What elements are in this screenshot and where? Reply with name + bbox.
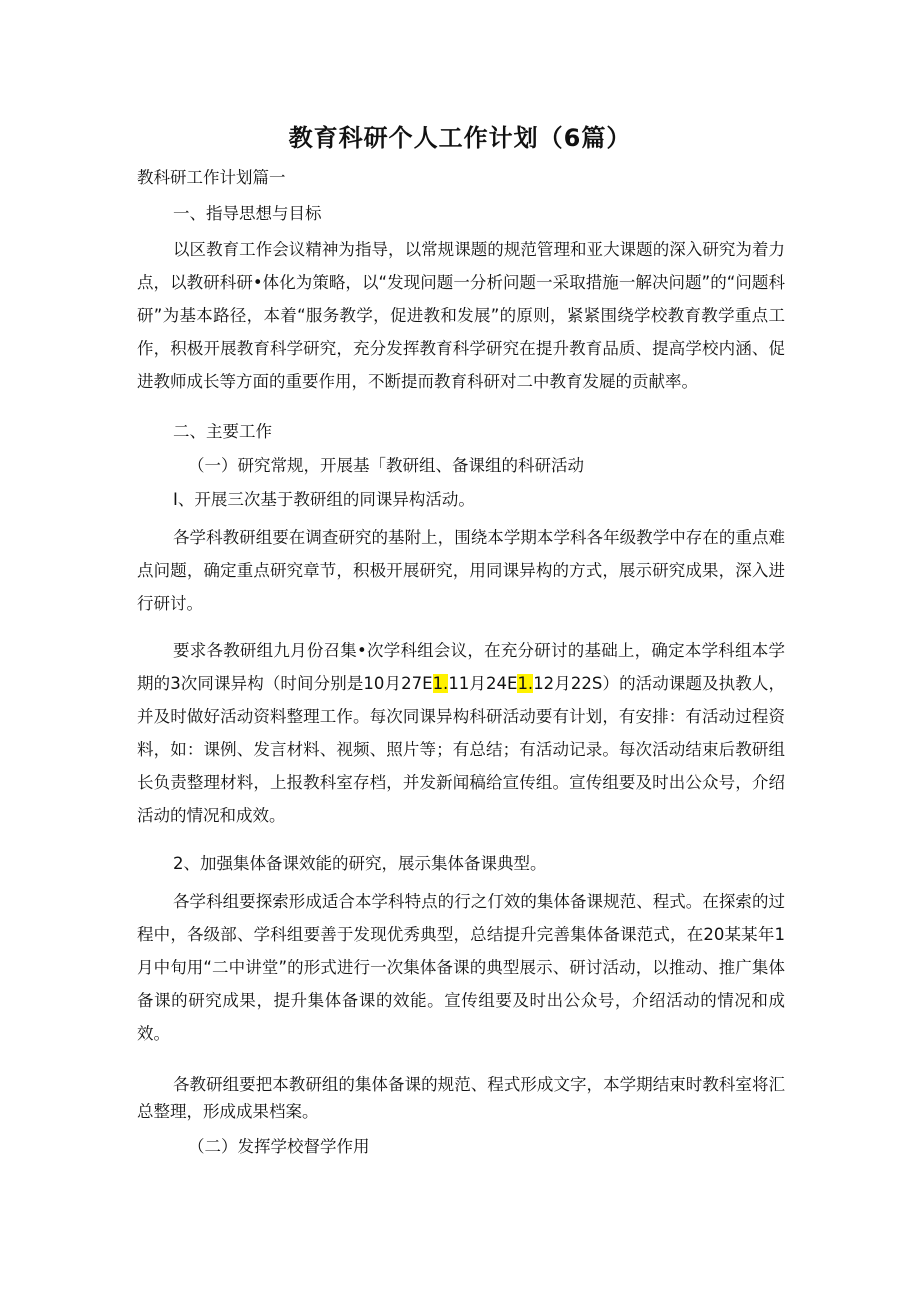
document-title: 教育科研个人工作计划（6篇） — [288, 124, 632, 152]
subsection-heading-1: （一）研究常规，开展基「教研组、备课组的科研活动 — [188, 456, 584, 475]
highlighted-text: 1. — [517, 674, 534, 693]
paragraph-text: 各学科组要探索形成适合本学科特点的行之仃效的集体备课规范、程式。在探索的过程中，各级部、学科组要善于发现优秀典型，总结提升完善集体备课范式，在20某某年1月中旬用“二中讲堂”的形式进行一次集体备课的典型展示、研讨活动，以推动、推广集体备课的研究成果，提升集体备课的效能。宣传组要及时出公众号，介绍活动的情况和成效。 — [137, 892, 785, 1043]
section-heading-2: 二、主要工作 — [173, 422, 272, 441]
paragraph-text-part: 11月24E — [448, 674, 518, 693]
paragraph-collective-lesson — [137, 885, 785, 1050]
list-item-2: 2、加强集体备课效能的研究，展示集体备课典型。 — [173, 854, 547, 873]
section-heading-1: 一、指导思想与目标 — [173, 204, 322, 223]
paragraph-text-part: 12月22S）的活动课题及执教人，并及时做好活动资料整理工作。每次同课异构科研活动要有计划，有安排：有活动过程资料，如：课例、发言材料、视频、照片等；有总结；有活动记录。每次活动结束后教研组长负责整理材料，上报教科室存档，并发新闻稿给宣传组。宣传组要及时出公众号，介绍活动的情况和成效。 — [137, 674, 785, 825]
paragraph-text: 各学科教研组要在调查研究的基附上，围绕本学期本学科各年级教学中存在的重点难点问题，确定重点研究章节，积极开展研究，用同课异构的方式，展示研究成果，深入进行研讨。 — [137, 528, 785, 613]
paragraph-lesson-schedule — [137, 634, 785, 832]
highlighted-text: 1. — [432, 674, 449, 693]
paragraph-text-part: 要求各教研组九月份召集•次学科组会议，在充分研讨的基础上，确定本学科组本学期的3次同课异构（时间分别是10月27E — [137, 641, 785, 693]
article-subtitle: 教科研工作计划篇一 — [137, 168, 286, 187]
paragraph-text: 各教研组要把本教研组的集体备课的规范、程式形成文字，本学期结束时教科室将汇总整理，形成成果档案。 — [137, 1075, 785, 1121]
paragraph-research — [137, 521, 785, 620]
paragraph-text — [137, 634, 785, 832]
subsection-heading-2: （二）发挥学校督学作用 — [188, 1137, 370, 1156]
paragraph-archive — [137, 1071, 785, 1125]
paragraph-text: 以区教育工作会议精神为指导，以常规课题的规范管理和亚大课题的深入研究为着力点，以教研科研•体化为策略，以“发现问题一分析问题一采取措施一解决问题”的“问题科研”为基本路径，本着“服务教学，促进教和发展”的原则，紧紧围绕学校教育教学重点工作，积极开展教育科学研究，充分发挥教育科学研究在提升教育品质、提高学校内涵、促进教师成长等方面的重要作用，不断提而教育科研对二中教育发屣的贡献率。 — [137, 240, 785, 391]
paragraph-guiding-ideology — [137, 233, 785, 398]
list-item-1: I、开展三次基于教研组的同课异构活动。 — [173, 490, 475, 509]
